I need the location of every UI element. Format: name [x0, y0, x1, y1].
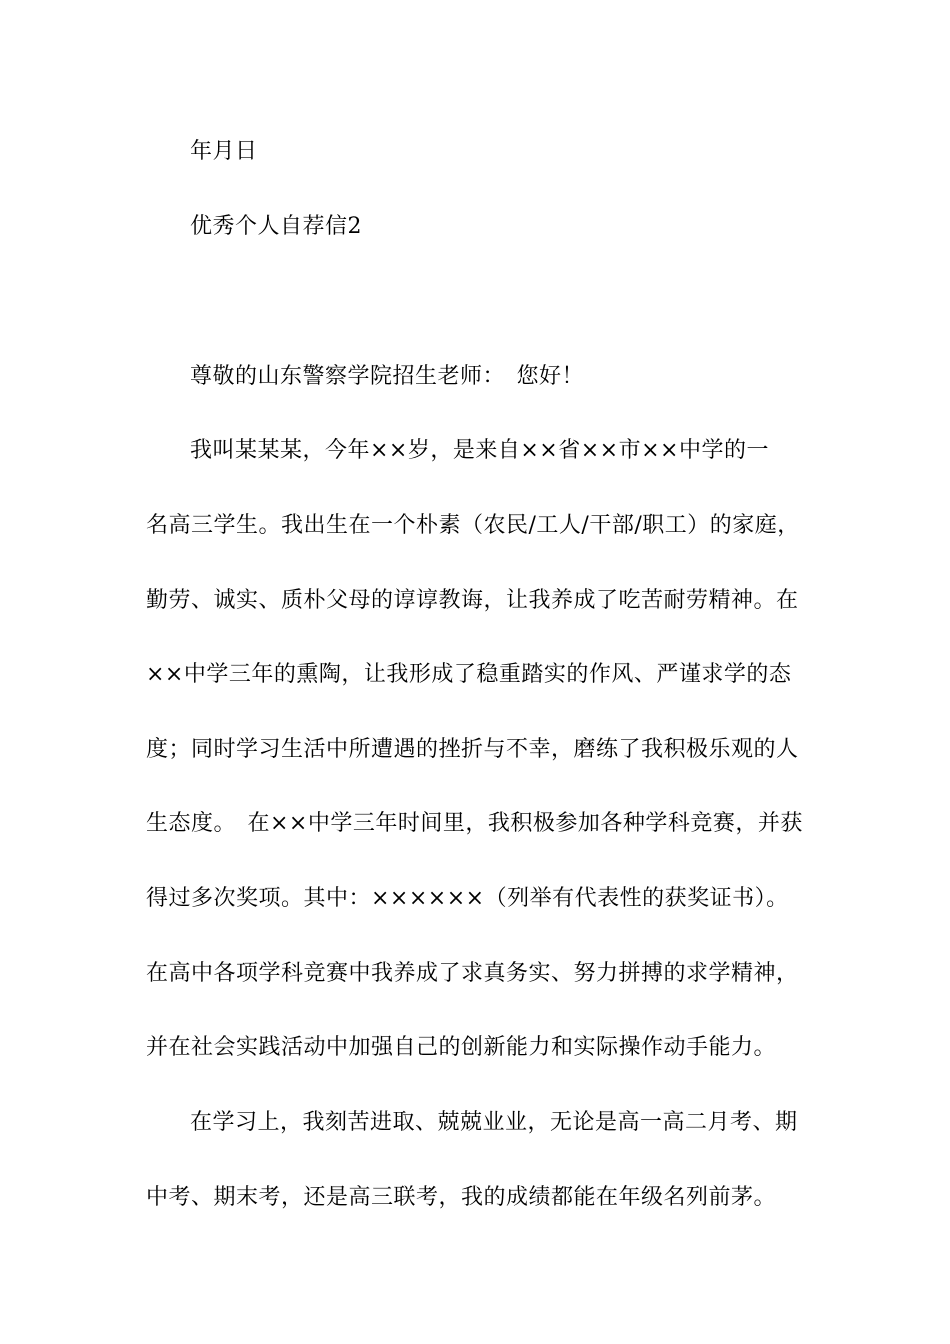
paragraph-line: 得过多次奖项。其中：××××××（列举有代表性的获奖证书）。	[146, 886, 789, 911]
paragraph-line: 生态度。 在××中学三年时间里，我积极参加各种学科竞赛，并获	[146, 811, 803, 836]
paragraph-line: 勤劳、诚实、质朴父母的谆谆教诲，让我养成了吃苦耐劳精神。在	[146, 588, 799, 613]
paragraph-line: 度；同时学习生活中所遭遇的挫折与不幸，磨练了我积极乐观的人	[146, 737, 799, 762]
paragraph-line: ××中学三年的熏陶，让我形成了稳重踏实的作风、严谨求学的态	[146, 662, 792, 687]
letter-title: 优秀个人自荐信2	[190, 214, 362, 239]
paragraph-line: 并在社会实践活动中加强自己的创新能力和实际操作动手能力。	[146, 1035, 777, 1060]
paragraph-line: 我叫某某某，今年××岁，是来自××省××市××中学的一	[190, 438, 769, 463]
salutation: 尊敬的山东警察学院招生老师： 您好！	[190, 364, 585, 389]
paragraph-line: 名高三学生。我出生在一个朴素（农民/工人/干部/职工）的家庭，	[146, 513, 800, 538]
paragraph-line: 在高中各项学科竞赛中我养成了求真务实、努力拼搏的求学精神，	[146, 961, 799, 986]
paragraph-line: 中考、期末考，还是高三联考，我的成绩都能在年级名列前茅。	[146, 1185, 777, 1210]
date-line: 年月日	[190, 139, 258, 164]
paragraph-line: 在学习上，我刻苦进取、兢兢业业，无论是高一高二月考、期	[190, 1110, 798, 1135]
